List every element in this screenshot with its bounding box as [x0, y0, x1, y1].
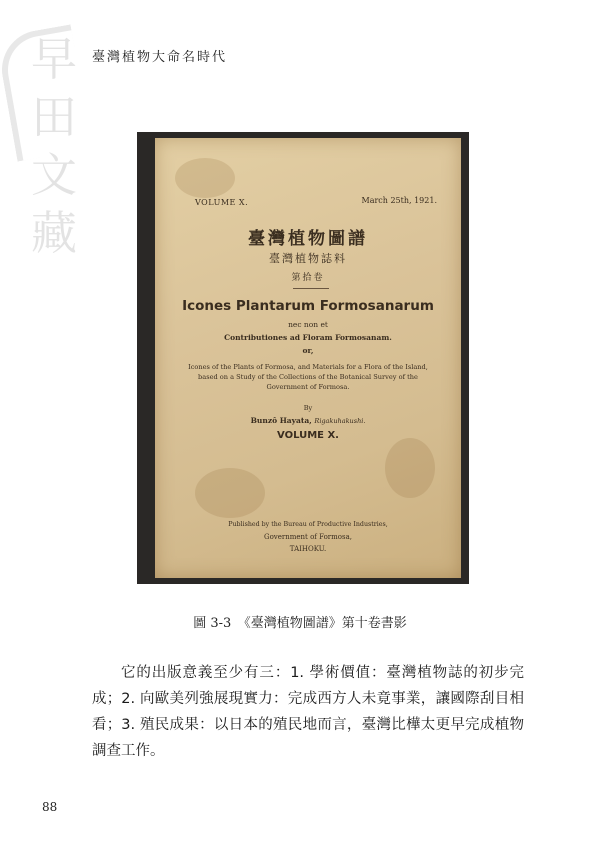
cover-nec-non: nec non et — [288, 320, 328, 329]
cover-rule — [293, 288, 329, 289]
author-title: Rigakuhakushi. — [314, 417, 366, 425]
brand-char-2: 田 — [31, 90, 77, 144]
stain — [175, 158, 235, 198]
book-cover — [155, 138, 461, 578]
cover-date: March 25th, 1921. — [361, 196, 437, 205]
side-brand-watermark — [14, 30, 94, 262]
figure-caption: 圖 3-3 《臺灣植物圖譜》第十卷書影 — [193, 616, 407, 631]
cover-volume-bottom: VOLUME X. — [277, 430, 339, 441]
body-paragraph: 它的出版意義至少有三：1. 學術價值：臺灣植物誌的初步完成；2. 向歐美列強展現實力：完成西方人未竟事業，讓國際刮目相看；3. 殖民成果：以日本的殖民地而言，臺灣比樺太更早完成植物調查工作。 — [92, 665, 524, 759]
cover-cjk-subtitle: 臺灣植物誌料 — [269, 252, 347, 265]
cover-contributiones: Contributiones ad Floram Formosanam. — [224, 333, 392, 342]
brand-char-1: 早 — [31, 32, 77, 86]
cover-publisher-3: TAIHOKU. — [289, 545, 327, 553]
stain — [195, 468, 265, 518]
cover-cjk-volume: 第拾卷 — [291, 273, 325, 283]
cover-description: Icones of the Plants of Formosa, and Materials for a Flora of the Island, based on a Study of the Collections of the Botanical Survey of the Government of Formosa. — [188, 363, 428, 391]
cover-publisher-1: Published by the Bureau of Productive Industries, — [228, 521, 388, 528]
cover-cjk-title: 臺灣植物圖譜 — [248, 229, 368, 249]
cover-by: By — [303, 404, 313, 412]
running-header: 臺灣植物大命名時代 — [92, 50, 228, 65]
page-number: 88 — [42, 800, 58, 814]
brand-char-3: 文 — [31, 148, 77, 202]
cover-volume: VOLUME X. — [195, 198, 249, 207]
author-name: Bunzô Hayata, — [250, 416, 312, 425]
stain — [385, 438, 435, 498]
cover-or: or, — [302, 346, 314, 355]
brand-char-4: 藏 — [31, 206, 77, 260]
cover-latin-title: Icones Plantarum Formosanarum — [182, 298, 434, 314]
cover-publisher-2: Government of Formosa, — [264, 533, 352, 541]
cover-author — [155, 416, 461, 425]
figure-photo — [137, 132, 469, 584]
